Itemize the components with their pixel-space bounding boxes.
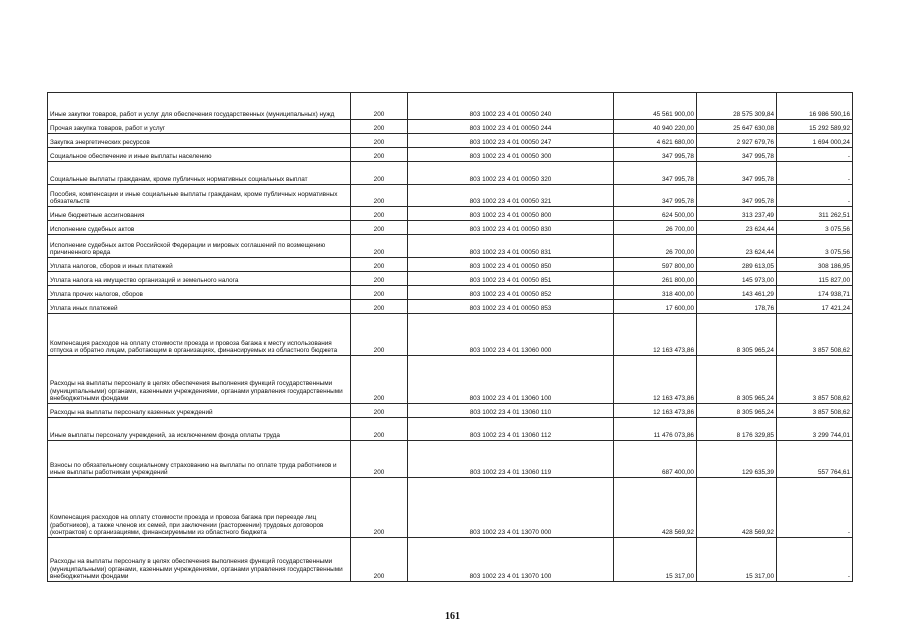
cell-executed: 129 635,39 [697, 441, 777, 478]
cell-name: Исполнение судебных актов Российской Федерации и мировых соглашений по возмещению причиненного вреда [48, 235, 351, 258]
cell-line-code: 200 [351, 272, 408, 286]
cell-line-code: 200 [351, 314, 408, 356]
cell-remaining: 3 075,56 [777, 221, 853, 235]
cell-executed: 8 305 965,24 [697, 404, 777, 418]
budget-execution-table [47, 92, 853, 582]
cell-line-code: 200 [351, 441, 408, 478]
table-row [48, 286, 853, 300]
cell-line-code: 200 [351, 148, 408, 162]
cell-budget-code: 803 1002 23 4 01 00050 830 [408, 221, 614, 235]
cell-name: Исполнение судебных актов [48, 221, 351, 235]
cell-name: Уплата иных платежей [48, 300, 351, 314]
cell-remaining: 174 938,71 [777, 286, 853, 300]
table-row [48, 441, 853, 478]
cell-remaining: 557 764,61 [777, 441, 853, 478]
cell-executed: 347 995,78 [697, 148, 777, 162]
cell-name: Компенсация расходов на оплату стоимости проезда и провоза багажа при переезде лиц (работников), а также членов их семей, при заключении (расторжении) трудовых договоров (контрактов) с организациями, финансируемыми из областного бюджета [48, 478, 351, 538]
cell-remaining: 17 421,24 [777, 300, 853, 314]
cell-line-code: 200 [351, 162, 408, 185]
cell-executed: 289 613,05 [697, 258, 777, 272]
cell-budget-code: 803 1002 23 4 01 13060 000 [408, 314, 614, 356]
cell-name: Уплата налога на имущество организаций и земельного налога [48, 272, 351, 286]
table-row [48, 314, 853, 356]
cell-name: Взносы по обязательному социальному страхованию на выплаты по оплате труда работников и иные выплаты работникам учреждений [48, 441, 351, 478]
cell-name: Компенсация расходов на оплату стоимости проезда и провоза багажа к месту использования отпуска и обратно лицам, работающим в организациях, финансируемых из областного бюджета [48, 314, 351, 356]
cell-name: Уплата налогов, сборов и иных платежей [48, 258, 351, 272]
cell-executed: 347 995,78 [697, 162, 777, 185]
cell-approved: 597 800,00 [614, 258, 697, 272]
cell-approved: 11 476 073,86 [614, 418, 697, 441]
cell-name: Иные бюджетные ассигнования [48, 207, 351, 221]
table-row [48, 258, 853, 272]
cell-budget-code: 803 1002 23 4 01 00050 244 [408, 120, 614, 134]
cell-remaining: 115 827,00 [777, 272, 853, 286]
table-row [48, 120, 853, 134]
cell-executed: 8 305 965,24 [697, 314, 777, 356]
cell-approved: 12 163 473,86 [614, 404, 697, 418]
cell-budget-code: 803 1002 23 4 01 13070 100 [408, 538, 614, 582]
cell-name: Уплата прочих налогов, сборов [48, 286, 351, 300]
cell-executed: 23 624,44 [697, 221, 777, 235]
table-row [48, 162, 853, 185]
table-row [48, 134, 853, 148]
cell-approved: 26 700,00 [614, 235, 697, 258]
cell-approved: 40 940 220,00 [614, 120, 697, 134]
cell-executed: 428 569,92 [697, 478, 777, 538]
cell-remaining: 3 075,56 [777, 235, 853, 258]
cell-line-code: 200 [351, 404, 408, 418]
cell-name: Иные выплаты персоналу учреждений, за исключением фонда оплаты труда [48, 418, 351, 441]
cell-line-code: 200 [351, 538, 408, 582]
cell-line-code: 200 [351, 258, 408, 272]
cell-executed: 347 995,78 [697, 185, 777, 207]
table-row [48, 93, 853, 120]
table-row [48, 538, 853, 582]
cell-approved: 26 700,00 [614, 221, 697, 235]
cell-line-code: 200 [351, 93, 408, 120]
cell-remaining: - [777, 148, 853, 162]
table-row [48, 404, 853, 418]
cell-remaining: 308 186,95 [777, 258, 853, 272]
cell-approved: 12 163 473,86 [614, 314, 697, 356]
table-row [48, 148, 853, 162]
cell-budget-code: 803 1002 23 4 01 00050 853 [408, 300, 614, 314]
cell-remaining: - [777, 538, 853, 582]
cell-executed: 15 317,00 [697, 538, 777, 582]
cell-approved: 45 561 900,00 [614, 93, 697, 120]
cell-remaining: - [777, 478, 853, 538]
cell-line-code: 200 [351, 235, 408, 258]
cell-executed: 178,76 [697, 300, 777, 314]
cell-remaining: 3 857 508,62 [777, 404, 853, 418]
cell-executed: 145 973,00 [697, 272, 777, 286]
table-row [48, 235, 853, 258]
cell-remaining: 15 292 589,92 [777, 120, 853, 134]
cell-line-code: 200 [351, 134, 408, 148]
cell-budget-code: 803 1002 23 4 01 13060 112 [408, 418, 614, 441]
cell-budget-code: 803 1002 23 4 01 00050 850 [408, 258, 614, 272]
cell-approved: 347 995,78 [614, 148, 697, 162]
cell-approved: 428 569,92 [614, 478, 697, 538]
cell-remaining: - [777, 185, 853, 207]
page-number: 161 [445, 611, 460, 622]
cell-executed: 25 647 630,08 [697, 120, 777, 134]
cell-approved: 17 600,00 [614, 300, 697, 314]
cell-budget-code: 803 1002 23 4 01 00050 320 [408, 162, 614, 185]
cell-approved: 12 163 473,86 [614, 356, 697, 404]
cell-budget-code: 803 1002 23 4 01 13060 119 [408, 441, 614, 478]
cell-executed: 143 461,29 [697, 286, 777, 300]
table-row [48, 356, 853, 404]
cell-name: Расходы на выплаты персоналу в целях обеспечения выполнения функций государственными (муниципальными) органами, казенными учреждениями, органами управления государственными внебюджетными фондами [48, 356, 351, 404]
cell-line-code: 200 [351, 286, 408, 300]
cell-approved: 347 995,78 [614, 162, 697, 185]
cell-approved: 687 400,00 [614, 441, 697, 478]
cell-line-code: 200 [351, 185, 408, 207]
cell-remaining: - [777, 162, 853, 185]
cell-remaining: 16 986 590,16 [777, 93, 853, 120]
cell-budget-code: 803 1002 23 4 01 13070 000 [408, 478, 614, 538]
cell-approved: 15 317,00 [614, 538, 697, 582]
cell-name: Прочая закупка товаров, работ и услуг [48, 120, 351, 134]
cell-line-code: 200 [351, 221, 408, 235]
cell-approved: 624 500,00 [614, 207, 697, 221]
cell-remaining: 311 262,51 [777, 207, 853, 221]
table-row [48, 207, 853, 221]
cell-remaining: 1 694 000,24 [777, 134, 853, 148]
cell-executed: 8 176 329,85 [697, 418, 777, 441]
table-row [48, 300, 853, 314]
cell-remaining: 3 299 744,01 [777, 418, 853, 441]
table-row [48, 272, 853, 286]
cell-remaining: 3 857 508,62 [777, 356, 853, 404]
cell-approved: 347 995,78 [614, 185, 697, 207]
table-row [48, 478, 853, 538]
cell-approved: 261 800,00 [614, 272, 697, 286]
cell-name: Социальные выплаты гражданам, кроме публичных нормативных социальных выплат [48, 162, 351, 185]
cell-budget-code: 803 1002 23 4 01 00050 800 [408, 207, 614, 221]
cell-budget-code: 803 1002 23 4 01 00050 247 [408, 134, 614, 148]
cell-executed: 23 624,44 [697, 235, 777, 258]
table-row [48, 185, 853, 207]
cell-line-code: 200 [351, 300, 408, 314]
cell-budget-code: 803 1002 23 4 01 00050 300 [408, 148, 614, 162]
cell-line-code: 200 [351, 356, 408, 404]
cell-name: Расходы на выплаты персоналу в целях обеспечения выполнения функций государственными (муниципальными) органами, казенными учреждениями, органами управления государственными внебюджетными фондами [48, 538, 351, 582]
cell-name: Социальное обеспечение и иные выплаты населению [48, 148, 351, 162]
cell-budget-code: 803 1002 23 4 01 00050 851 [408, 272, 614, 286]
cell-name: Пособия, компенсации и иные социальные выплаты гражданам, кроме публичных нормативных обязательств [48, 185, 351, 207]
cell-budget-code: 803 1002 23 4 01 00050 321 [408, 185, 614, 207]
table-row [48, 221, 853, 235]
cell-budget-code: 803 1002 23 4 01 00050 852 [408, 286, 614, 300]
cell-name: Закупка энергетических ресурсов [48, 134, 351, 148]
cell-budget-code: 803 1002 23 4 01 00050 240 [408, 93, 614, 120]
cell-remaining: 3 857 508,62 [777, 314, 853, 356]
table-body [48, 93, 853, 582]
cell-approved: 4 621 680,00 [614, 134, 697, 148]
cell-name: Иные закупки товаров, работ и услуг для обеспечения государственных (муниципальных) нужд [48, 93, 351, 120]
cell-executed: 28 575 309,84 [697, 93, 777, 120]
cell-line-code: 200 [351, 207, 408, 221]
cell-executed: 8 305 965,24 [697, 356, 777, 404]
cell-budget-code: 803 1002 23 4 01 13060 100 [408, 356, 614, 404]
cell-executed: 2 927 679,76 [697, 134, 777, 148]
cell-budget-code: 803 1002 23 4 01 00050 831 [408, 235, 614, 258]
cell-line-code: 200 [351, 120, 408, 134]
cell-line-code: 200 [351, 478, 408, 538]
cell-executed: 313 237,49 [697, 207, 777, 221]
table-row [48, 418, 853, 441]
cell-budget-code: 803 1002 23 4 01 13060 110 [408, 404, 614, 418]
cell-line-code: 200 [351, 418, 408, 441]
cell-approved: 318 400,00 [614, 286, 697, 300]
cell-name: Расходы на выплаты персоналу казенных учреждений [48, 404, 351, 418]
